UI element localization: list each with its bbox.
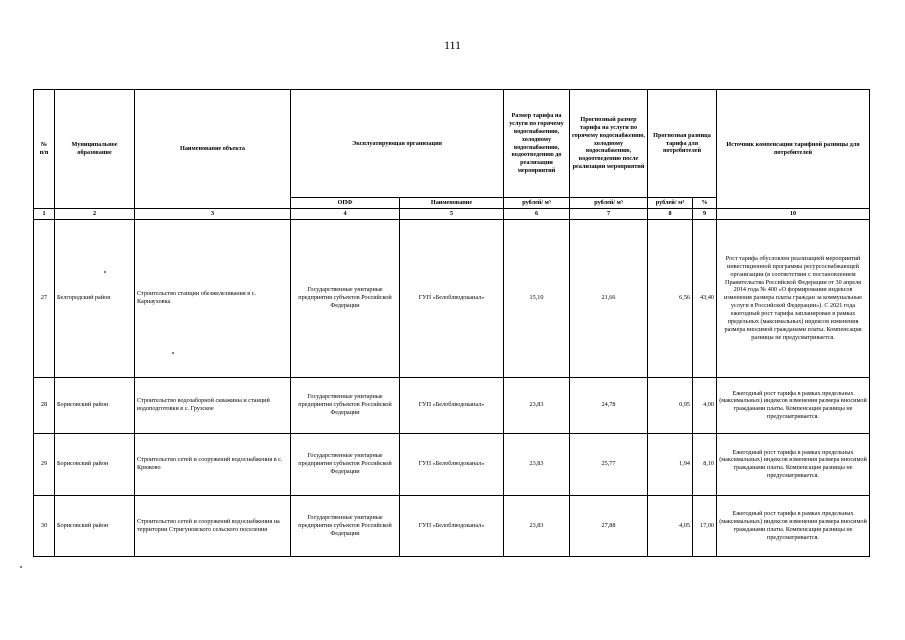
header-row bbox=[34, 90, 870, 198]
row-diff: 6,56 bbox=[648, 219, 693, 377]
row-source: Ежегодный рост тарифа в рамках предельных (максимальных) индексов изменения размера вносимой гражданами платы. Компенсация разницы не предусматривается. bbox=[717, 495, 870, 556]
row-object: Строительство водозаборной скважины и станций водоподготовки в с. Грузское bbox=[135, 377, 291, 433]
row-forecast: 24,78 bbox=[570, 377, 648, 433]
row-tariff: 23,83 bbox=[504, 433, 570, 495]
row-forecast: 27,88 bbox=[570, 495, 648, 556]
column-number: 9 bbox=[693, 208, 717, 219]
header-opf: ОПФ bbox=[291, 198, 400, 209]
row-tariff: 23,83 bbox=[504, 495, 570, 556]
row-diff: 0,95 bbox=[648, 377, 693, 433]
unit-pct: % bbox=[693, 198, 717, 209]
table-row bbox=[34, 219, 870, 377]
column-number: 3 bbox=[135, 208, 291, 219]
column-number: 4 bbox=[291, 208, 400, 219]
unit-diff: рублей/ м³ bbox=[648, 198, 693, 209]
row-forecast: 21,66 bbox=[570, 219, 648, 377]
row-num: 30 bbox=[34, 495, 55, 556]
header-forecast: Прогнозный размер тарифа на услуги по горячему водоснабжению, холодному водоснабжению, водоотведению после реализации мероприятий bbox=[570, 90, 648, 198]
scan-speck bbox=[20, 566, 22, 568]
row-org-name: ГУП «Белоблводоканал» bbox=[400, 219, 504, 377]
header-tariff: Размер тарифа на услуги по горячему водоснабжению, холодному водоснабжению, водоотведению до реализации мероприятий bbox=[504, 90, 570, 198]
row-diff: 4,05 bbox=[648, 495, 693, 556]
row-opf: Государственные унитарные предприятия субъектов Российской Федерации bbox=[291, 377, 400, 433]
row-object: Строительство сетей и сооружений водоснабжения в с. Крюково bbox=[135, 433, 291, 495]
header-source: Источник компенсации тарифной разницы для потребителей bbox=[717, 90, 870, 209]
row-pct: 4,00 bbox=[693, 377, 717, 433]
header-operator: Эксплуатирующая организация bbox=[291, 90, 504, 198]
column-number: 5 bbox=[400, 208, 504, 219]
row-org-name: ГУП «Белоблводоканал» bbox=[400, 495, 504, 556]
column-number: 7 bbox=[570, 208, 648, 219]
column-number-row bbox=[34, 208, 870, 219]
row-pct: 43,40 bbox=[693, 219, 717, 377]
row-municipality: Борисовский район bbox=[55, 377, 135, 433]
row-num: 28 bbox=[34, 377, 55, 433]
page-number: 111 bbox=[443, 38, 462, 52]
row-num: 27 bbox=[34, 219, 55, 377]
column-number: 10 bbox=[717, 208, 870, 219]
column-number: 2 bbox=[55, 208, 135, 219]
column-number: 8 bbox=[648, 208, 693, 219]
row-object: Строительство сетей и сооружений водоснабжения на территории Стригуновского сельского поселения bbox=[135, 495, 291, 556]
unit-tariff: рублей/ м³ bbox=[504, 198, 570, 209]
row-forecast: 25,77 bbox=[570, 433, 648, 495]
header-name: Наименование bbox=[400, 198, 504, 209]
header-num: № п/п bbox=[34, 90, 55, 209]
header-municipality: Муниципальное образование bbox=[55, 90, 135, 209]
scan-speck bbox=[104, 271, 106, 273]
tariff-table bbox=[33, 89, 870, 557]
row-municipality: Борисовский район bbox=[55, 433, 135, 495]
row-opf: Государственные унитарные предприятия субъектов Российской Федерации bbox=[291, 219, 400, 377]
row-source: Рост тарифа обусловлен реализацией мероприятий инвестиционной программы ресурсоснабжающей организации (в соответствии с постановлением Правительства Российской Федерации от 30 апреля 2014 года № 400 «О формировании индексов изменения размера платы граждан за коммунальные услуги в Российской Федерации»). С 2021 года ежегодный рост тарифа запланирован в рамках предельных (максимальных) индексов изменения размера вносимой гражданами платы. Компенсация разницы не предусматривается. bbox=[717, 219, 870, 377]
row-diff: 1,94 bbox=[648, 433, 693, 495]
row-tariff: 23,83 bbox=[504, 377, 570, 433]
row-org-name: ГУП «Белоблводоканал» bbox=[400, 377, 504, 433]
unit-forecast: рублей/ м³ bbox=[570, 198, 648, 209]
scan-speck bbox=[172, 352, 174, 354]
table-row bbox=[34, 495, 870, 556]
row-municipality: Борисовский район bbox=[55, 495, 135, 556]
table-row bbox=[34, 433, 870, 495]
row-num: 29 bbox=[34, 433, 55, 495]
row-source: Ежегодный рост тарифа в рамках предельных (максимальных) индексов изменения размера вносимой гражданами платы. Компенсация разницы не предусматривается. bbox=[717, 433, 870, 495]
row-opf: Государственные унитарные предприятия субъектов Российской Федерации bbox=[291, 433, 400, 495]
row-opf: Государственные унитарные предприятия субъектов Российской Федерации bbox=[291, 495, 400, 556]
table-row bbox=[34, 377, 870, 433]
row-pct: 8,10 bbox=[693, 433, 717, 495]
row-source: Ежегодный рост тарифа в рамках предельных (максимальных) индексов изменения размера вносимой гражданами платы. Компенсация разницы не предусматривается. bbox=[717, 377, 870, 433]
header-diff: Прогнозная разница тарифа для потребителей bbox=[648, 90, 717, 198]
row-org-name: ГУП «Белоблводоканал» bbox=[400, 433, 504, 495]
header-object: Наименование объекта bbox=[135, 90, 291, 209]
row-tariff: 15,10 bbox=[504, 219, 570, 377]
row-municipality: Белгородский район bbox=[55, 219, 135, 377]
column-number: 6 bbox=[504, 208, 570, 219]
column-number: 1 bbox=[34, 208, 55, 219]
row-pct: 17,00 bbox=[693, 495, 717, 556]
row-object: Строительство станции обезжелезивания в с. Карнауховка bbox=[135, 219, 291, 377]
